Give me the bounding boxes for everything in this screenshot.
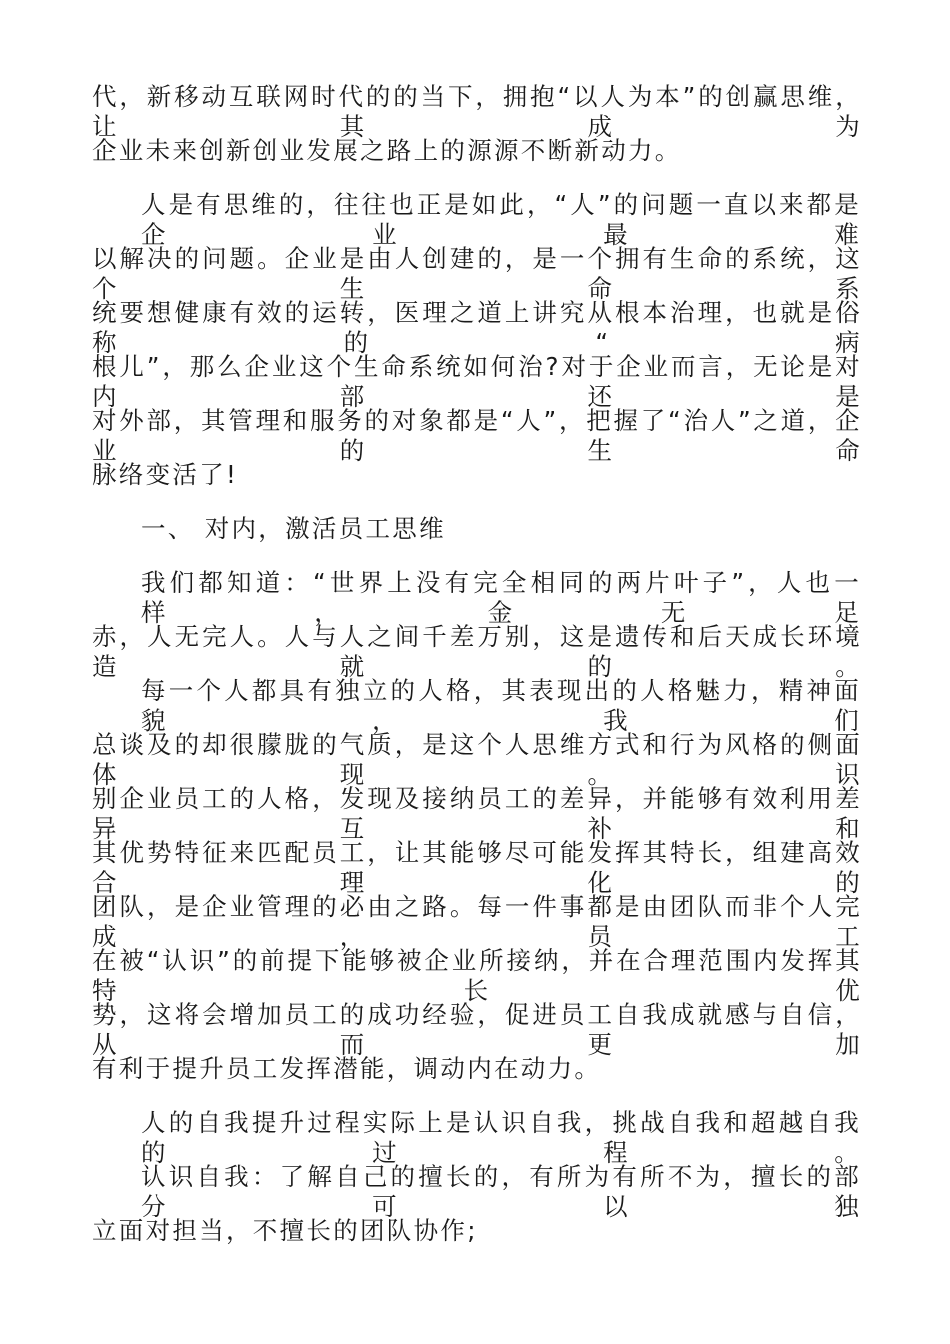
text-line: 在被“认识”的前提下能够被企业所接纳，并在合理范围内发挥其特长优 [92, 946, 862, 1005]
text-line: 每一个人都具有独立的人格，其表现出的人格魅力，精神面貌，我们 [141, 676, 861, 735]
text-line: 对外部，其管理和服务的对象都是“人”，把握了“治人”之道，企业的生命 [92, 406, 862, 465]
section-heading: 一、 对内，激活员工思维 [141, 514, 446, 543]
text-line: 人的自我提升过程实际上是认识自我，挑战自我和超越自我的过程。 [141, 1108, 861, 1167]
text-line: 有利于提升员工发挥潜能，调动内在动力。 [92, 1054, 602, 1083]
text-line: 以解决的问题。企业是由人创建的，是一个拥有生命的系统，这个生命系 [92, 244, 862, 303]
text-line: 人是有思维的，往往也正是如此，“人”的问题一直以来都是企业最难 [141, 190, 861, 249]
text-line: 认识自我：了解自己的擅长的，有所为有所不为，擅长的部分可以独 [141, 1162, 861, 1221]
text-line: 团队，是企业管理的必由之路。每一件事都是由团队而非个人完成，员工 [92, 892, 862, 951]
text-line: 其优势特征来匹配员工，让其能够尽可能发挥其特长，组建高效合理化的 [92, 838, 862, 897]
text-line: 总谈及的却很朦胧的气质，是这个人思维方式和行为风格的侧面体现。识 [92, 730, 862, 789]
text-line: 脉络变活了! [92, 460, 239, 489]
text-line: 赤，人无完人。人与人之间千差万别，这是遗传和后天成长环境造就的。 [92, 622, 862, 681]
text-line: 根儿”，那么企业这个生命系统如何治?对于企业而言，无论是对内部还是 [92, 352, 862, 411]
text-line: 统要想健康有效的运转，医理之道上讲究从根本治理，也就是俗称的“病 [92, 298, 862, 357]
text-line: 立面对担当，不擅长的团队协作; [92, 1216, 478, 1245]
text-line: 别企业员工的人格，发现及接纳员工的差异，并能够有效利用差异互补和 [92, 784, 862, 843]
text-line: 我们都知道：“世界上没有完全相同的两片叶子”，人也一样，金无足 [141, 568, 861, 627]
text-line: 势，这将会增加员工的成功经验，促进员工自我成就感与自信，从而更加 [92, 1000, 862, 1059]
text-line: 企业未来创新创业发展之路上的源源不断新动力。 [92, 136, 682, 165]
text-line: 代，新移动互联网时代的的当下，拥抱“以人为本”的创赢思维，让其成为 [92, 82, 862, 141]
